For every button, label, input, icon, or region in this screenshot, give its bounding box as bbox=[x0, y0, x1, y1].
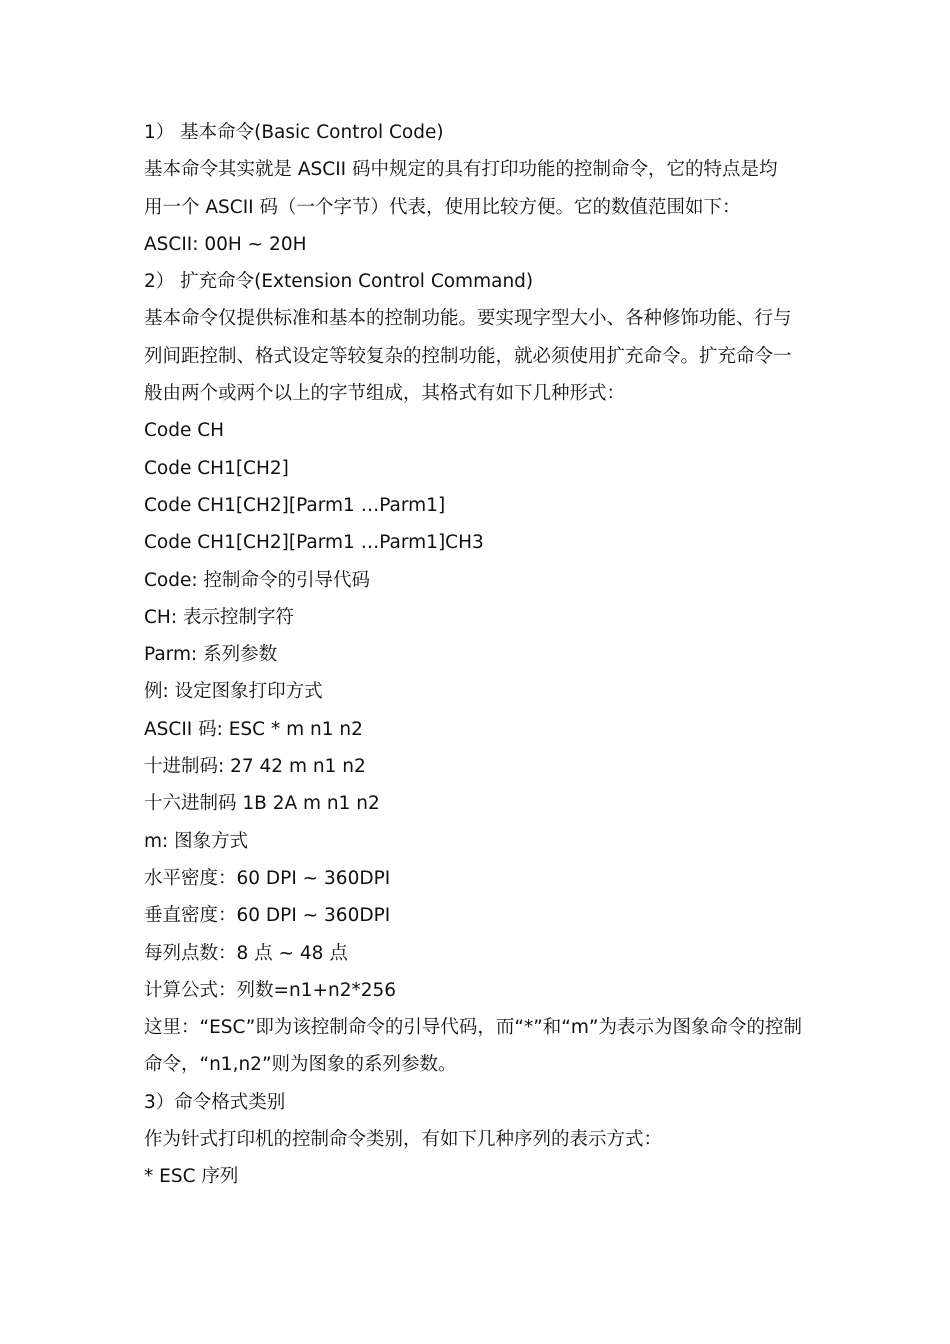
paragraph-line: 基本命令仅提供标准和基本的控制功能。要实现字型大小、各种修饰功能、行与 bbox=[144, 308, 792, 330]
example-line: m: 图象方式 bbox=[144, 830, 249, 852]
list-item-esc-sequence: * ESC 序列 bbox=[144, 1166, 239, 1188]
example-line: 垂直密度：60 DPI ~ 360DPI bbox=[144, 905, 391, 927]
heading-command-format-types: 3）命令格式类别 bbox=[144, 1091, 286, 1113]
example-line: 十进制码: 27 42 m n1 n2 bbox=[144, 756, 366, 778]
definition-line: Parm: 系列参数 bbox=[144, 644, 278, 666]
example-line: 例: 设定图象打印方式 bbox=[144, 681, 323, 703]
document-body bbox=[144, 114, 814, 1196]
paragraph-line: 命令，“n1,n2”则为图象的系列参数。 bbox=[144, 1054, 457, 1076]
heading-basic-control-code: 1） 基本命令(Basic Control Code) bbox=[144, 122, 444, 143]
example-line: ASCII 码: ESC * m n1 n2 bbox=[144, 718, 363, 740]
definition-line: Code: 控制命令的引导代码 bbox=[144, 569, 370, 591]
ascii-range: ASCII: 00H ~ 20H bbox=[144, 233, 307, 255]
paragraph-line: 基本命令其实就是 ASCII 码中规定的具有打印功能的控制命令，它的特点是均 bbox=[144, 159, 778, 181]
format-line: Code CH1[CH2] bbox=[144, 457, 289, 479]
paragraph-line: 用一个 ASCII 码（一个字节）代表，使用比较方便。它的数值范围如下： bbox=[144, 196, 741, 218]
format-line: Code CH1[CH2][Parm1 …Parm1] bbox=[144, 494, 446, 516]
paragraph-line: 列间距控制、格式设定等较复杂的控制功能，就必须使用扩充命令。扩充命令一 bbox=[144, 345, 792, 367]
format-line: Code CH1[CH2][Parm1 …Parm1]CH3 bbox=[144, 532, 484, 554]
format-line: Code CH bbox=[144, 420, 225, 442]
example-line: 水平密度：60 DPI ~ 360DPI bbox=[144, 867, 391, 889]
heading-extension-control-command: 2） 扩充命令(Extension Control Command) bbox=[144, 271, 534, 293]
paragraph-line: 这里：“ESC”即为该控制命令的引导代码，而“*”和“m”为表示为图象命令的控制 bbox=[144, 1017, 802, 1039]
definition-line: CH: 表示控制字符 bbox=[144, 606, 294, 628]
example-line: 十六进制码 1B 2A m n1 n2 bbox=[144, 793, 380, 815]
example-line: 计算公式：列数=n1+n2*256 bbox=[144, 979, 397, 1001]
paragraph-line: 般由两个或两个以上的字节组成，其格式有如下几种形式： bbox=[144, 383, 626, 405]
example-line: 每列点数：8 点 ~ 48 点 bbox=[144, 942, 348, 964]
paragraph-line: 作为针式打印机的控制命令类别，有如下几种序列的表示方式： bbox=[144, 1129, 663, 1151]
